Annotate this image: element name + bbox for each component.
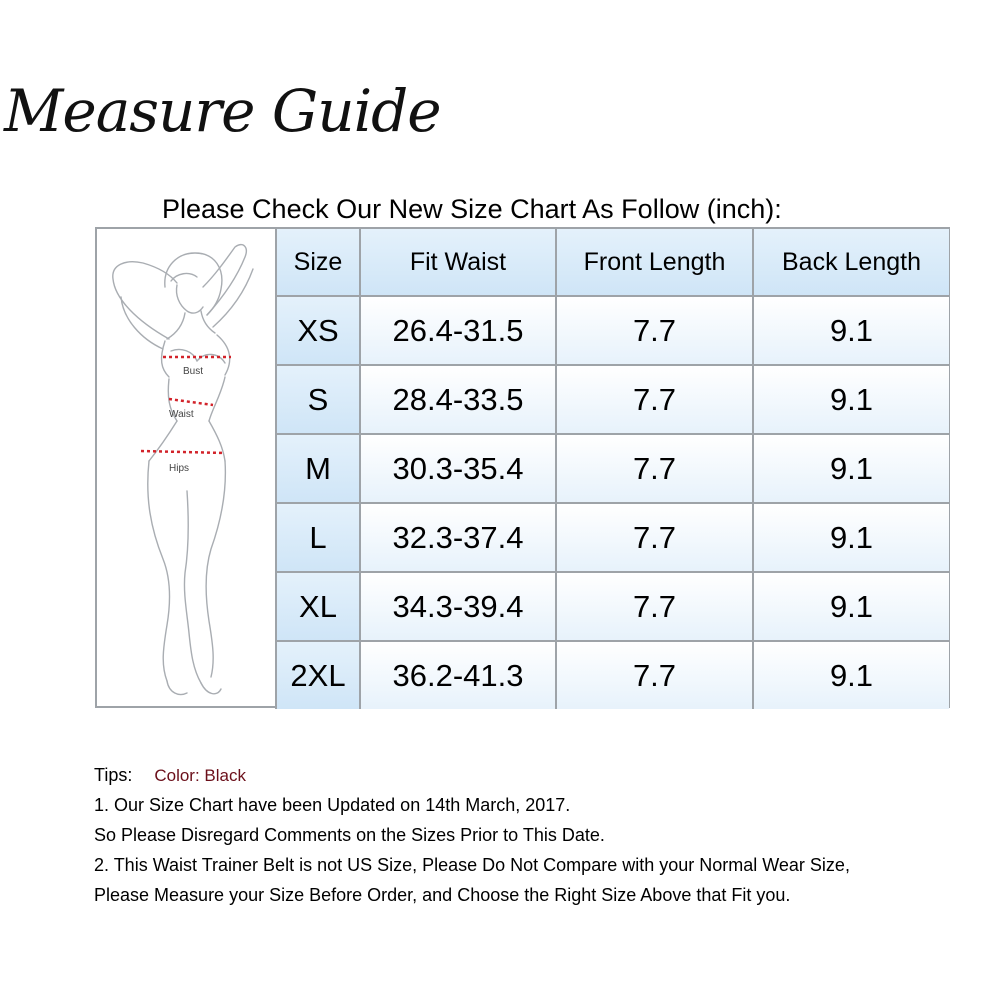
color-note: Color: Black bbox=[154, 766, 246, 785]
front-length-cell: 7.7 bbox=[556, 296, 753, 365]
tips-label: Tips: bbox=[94, 765, 133, 785]
tips-section bbox=[94, 760, 974, 910]
back-length-cell: 9.1 bbox=[753, 434, 949, 503]
fit-waist-cell: 36.2-41.3 bbox=[360, 641, 556, 709]
size-cell: M bbox=[276, 434, 360, 503]
tip-line: Please Measure your Size Before Order, and Choose the Right Size Above that Fit you. bbox=[94, 885, 791, 905]
table-row bbox=[276, 503, 949, 572]
front-length-cell: 7.7 bbox=[556, 641, 753, 709]
back-length-cell: 9.1 bbox=[753, 296, 949, 365]
front-length-cell: 7.7 bbox=[556, 572, 753, 641]
page-title: Measure Guide bbox=[4, 77, 441, 145]
back-length-cell: 9.1 bbox=[753, 572, 949, 641]
back-length-cell: 9.1 bbox=[753, 641, 949, 709]
fit-waist-cell: 34.3-39.4 bbox=[360, 572, 556, 641]
table-row bbox=[276, 641, 949, 709]
header-back-length: Back Length bbox=[753, 229, 949, 296]
back-length-cell: 9.1 bbox=[753, 365, 949, 434]
table-row bbox=[276, 296, 949, 365]
size-chart bbox=[95, 227, 950, 708]
bust-label: Bust bbox=[183, 366, 204, 377]
size-cell: XL bbox=[276, 572, 360, 641]
size-cell: S bbox=[276, 365, 360, 434]
tip-line: 1. Our Size Chart have been Updated on 14th March, 2017. bbox=[94, 795, 571, 815]
header-fit-waist: Fit Waist bbox=[360, 229, 556, 296]
size-cell: 2XL bbox=[276, 641, 360, 709]
header-front-length: Front Length bbox=[556, 229, 753, 296]
tip-line: So Please Disregard Comments on the Sizes Prior to This Date. bbox=[94, 825, 605, 845]
size-chart-subtitle: Please Check Our New Size Chart As Follow (inch): bbox=[162, 194, 782, 224]
front-length-cell: 7.7 bbox=[556, 434, 753, 503]
fit-waist-cell: 30.3-35.4 bbox=[360, 434, 556, 503]
table-header-row bbox=[276, 229, 949, 296]
table-row bbox=[276, 572, 949, 641]
hips-measure-line bbox=[141, 451, 225, 453]
tip-line: 2. This Waist Trainer Belt is not US Size, Please Do Not Compare with your Normal Wear Size, bbox=[94, 855, 850, 875]
front-length-cell: 7.7 bbox=[556, 365, 753, 434]
table-row bbox=[276, 365, 949, 434]
hips-label: Hips bbox=[169, 463, 190, 474]
size-cell: L bbox=[276, 503, 360, 572]
size-table bbox=[275, 229, 949, 709]
front-length-cell: 7.7 bbox=[556, 503, 753, 572]
fit-waist-cell: 26.4-31.5 bbox=[360, 296, 556, 365]
body-measurement-figure bbox=[97, 229, 275, 706]
waist-label: Waist bbox=[169, 409, 194, 420]
table-row bbox=[276, 434, 949, 503]
header-size: Size bbox=[276, 229, 360, 296]
fit-waist-cell: 28.4-33.5 bbox=[360, 365, 556, 434]
waist-measure-line bbox=[169, 399, 213, 405]
back-length-cell: 9.1 bbox=[753, 503, 949, 572]
fit-waist-cell: 32.3-37.4 bbox=[360, 503, 556, 572]
tips-header bbox=[94, 760, 974, 790]
size-cell: XS bbox=[276, 296, 360, 365]
